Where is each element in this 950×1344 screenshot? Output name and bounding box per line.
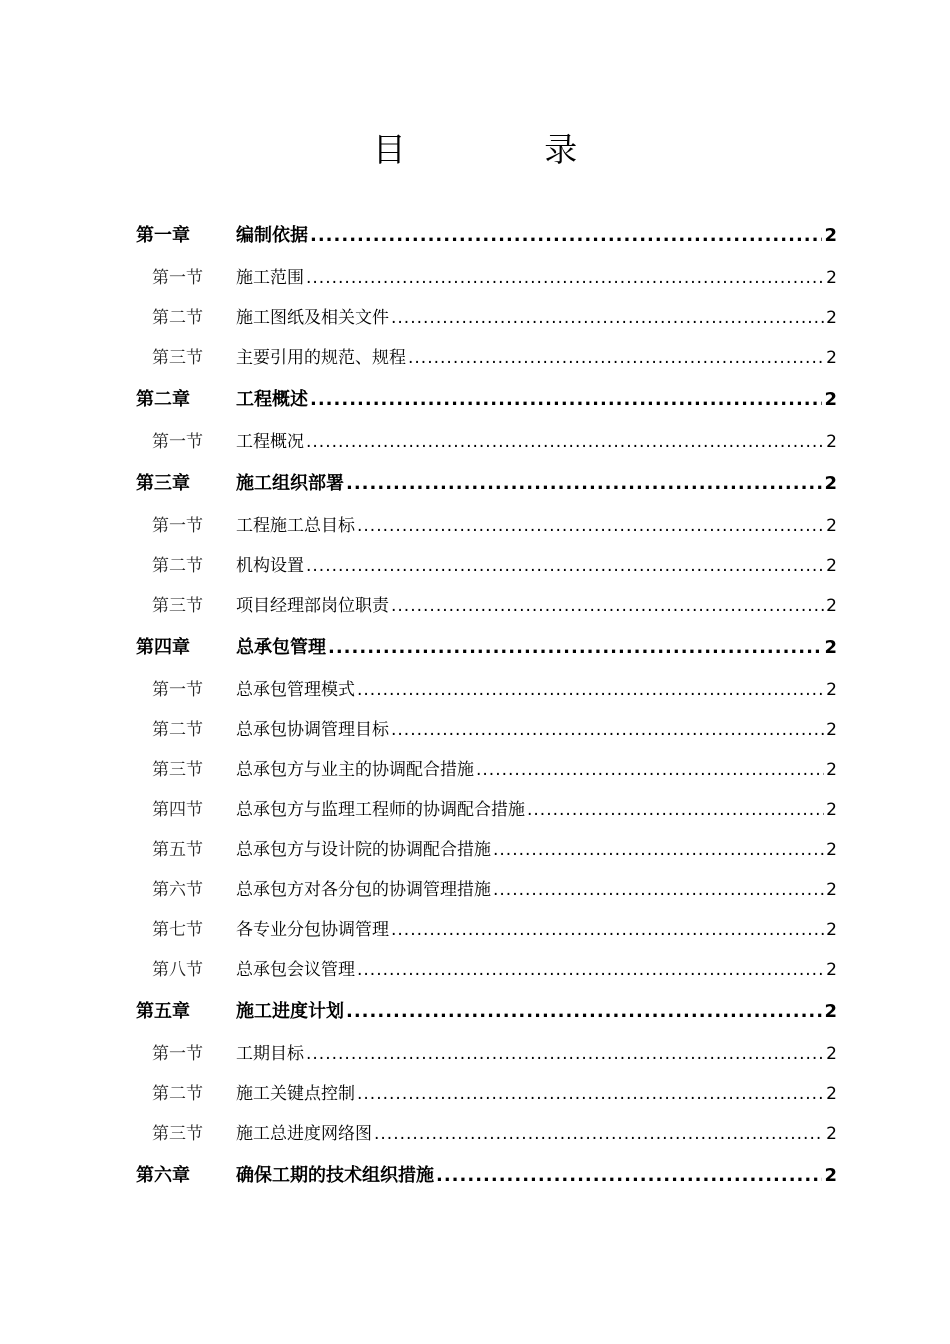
toc-entry-number: 第一节	[152, 516, 203, 536]
toc-entry-number: 第五节	[152, 840, 203, 860]
toc-title: 目 录	[372, 130, 642, 169]
toc-page-number: 2	[826, 432, 837, 452]
toc-entry-number: 第三章	[136, 473, 190, 494]
toc-section-entry[interactable]	[136, 790, 837, 830]
toc-entry-number: 第二章	[136, 389, 190, 410]
toc-section-entry[interactable]	[136, 670, 837, 710]
toc-entry-number: 第四章	[136, 637, 190, 658]
toc-dot-leader	[306, 422, 824, 462]
toc-section-entry[interactable]	[136, 1114, 837, 1154]
toc-entry-number: 第六节	[152, 880, 203, 900]
toc-section-entry[interactable]	[136, 910, 837, 950]
toc-entry-title: 施工范围	[236, 268, 304, 288]
toc-entry-title: 总承包会议管理	[236, 960, 355, 980]
toc-entry-title: 工期目标	[236, 1044, 304, 1064]
toc-section-entry[interactable]	[136, 422, 837, 462]
toc-dot-leader	[391, 910, 824, 950]
toc-page-number: 2	[824, 473, 837, 494]
toc-page-number: 2	[826, 840, 837, 860]
toc-dot-leader	[346, 462, 822, 506]
toc-page-number: 2	[826, 800, 837, 820]
toc-entry-number: 第三节	[152, 760, 203, 780]
toc-entry-title: 主要引用的规范、规程	[236, 348, 406, 368]
toc-page-number: 2	[826, 596, 837, 616]
toc-section-entry[interactable]	[136, 950, 837, 990]
toc-section-entry[interactable]	[136, 546, 837, 586]
toc-entry-number: 第一节	[152, 1044, 203, 1064]
toc-entry-title: 施工组织部署	[236, 473, 344, 494]
toc-chapter-entry[interactable]	[136, 626, 837, 670]
toc-entry-title: 总承包管理	[236, 637, 326, 658]
toc-section-entry[interactable]	[136, 710, 837, 750]
toc-dot-leader	[391, 298, 824, 338]
toc-entry-title: 确保工期的技术组织措施	[236, 1165, 434, 1186]
toc-page-number: 2	[826, 556, 837, 576]
toc-page-number: 2	[826, 880, 837, 900]
toc-page-number: 2	[824, 1001, 837, 1022]
toc-dot-leader	[357, 1074, 824, 1114]
toc-page-number: 2	[826, 680, 837, 700]
toc-section-entry[interactable]	[136, 1034, 837, 1074]
toc-dot-leader	[357, 670, 824, 710]
toc-entry-title: 总承包方对各分包的协调管理措施	[236, 880, 491, 900]
toc-entry-title: 施工图纸及相关文件	[236, 308, 389, 328]
toc-page-number: 2	[826, 268, 837, 288]
toc-section-entry[interactable]	[136, 830, 837, 870]
toc-section-entry[interactable]	[136, 750, 837, 790]
toc-entry-title: 编制依据	[236, 225, 308, 246]
toc-page-number: 2	[826, 920, 837, 940]
toc-dot-leader	[374, 1114, 824, 1154]
toc-entry-number: 第三节	[152, 1124, 203, 1144]
toc-chapter-entry[interactable]	[136, 378, 837, 422]
toc-page-number: 2	[824, 1165, 837, 1186]
toc-entry-number: 第二节	[152, 720, 203, 740]
toc-entry-number: 第四节	[152, 800, 203, 820]
toc-entry-title: 项目经理部岗位职责	[236, 596, 389, 616]
toc-section-entry[interactable]	[136, 870, 837, 910]
toc-page-number: 2	[826, 760, 837, 780]
toc-entry-number: 第三节	[152, 348, 203, 368]
toc-dot-leader	[493, 830, 824, 870]
toc-entry-title: 机构设置	[236, 556, 304, 576]
toc-entry-number: 第一节	[152, 680, 203, 700]
toc-dot-leader	[310, 378, 822, 422]
toc-entry-title: 总承包方与业主的协调配合措施	[236, 760, 474, 780]
toc-page-number: 2	[826, 308, 837, 328]
toc-entry-number: 第三节	[152, 596, 203, 616]
toc-dot-leader	[310, 214, 822, 258]
toc-section-entry[interactable]	[136, 338, 837, 378]
toc-section-entry[interactable]	[136, 258, 837, 298]
toc-page-number: 2	[824, 389, 837, 410]
toc-page-number: 2	[826, 1044, 837, 1064]
toc-dot-leader	[408, 338, 824, 378]
toc-dot-leader	[328, 626, 822, 670]
toc-dot-leader	[306, 258, 824, 298]
toc-page-number: 2	[826, 348, 837, 368]
toc-entry-title: 工程施工总目标	[236, 516, 355, 536]
toc-entry-title: 总承包方与设计院的协调配合措施	[236, 840, 491, 860]
toc-page-number: 2	[826, 960, 837, 980]
toc-dot-leader	[306, 1034, 824, 1074]
toc-entry-number: 第七节	[152, 920, 203, 940]
toc-entry-title: 各专业分包协调管理	[236, 920, 389, 940]
toc-entry-title: 工程概述	[236, 389, 308, 410]
toc-entry-number: 第二节	[152, 1084, 203, 1104]
toc-chapter-entry[interactable]	[136, 462, 837, 506]
toc-dot-leader	[357, 506, 824, 546]
toc-page-number: 2	[826, 1124, 837, 1144]
toc-page-number: 2	[826, 516, 837, 536]
toc-chapter-entry[interactable]	[136, 1154, 837, 1198]
toc-section-entry[interactable]	[136, 1074, 837, 1114]
toc-entry-title: 总承包管理模式	[236, 680, 355, 700]
toc-entry-title: 总承包方与监理工程师的协调配合措施	[236, 800, 525, 820]
toc-dot-leader	[346, 990, 822, 1034]
toc-dot-leader	[391, 710, 824, 750]
toc-entry-number: 第六章	[136, 1165, 190, 1186]
toc-dot-leader	[306, 546, 824, 586]
toc-entry-number: 第二节	[152, 308, 203, 328]
toc-dot-leader	[391, 586, 824, 626]
toc-chapter-entry[interactable]	[136, 990, 837, 1034]
toc-dot-leader	[476, 750, 824, 790]
toc-entry-number: 第一节	[152, 432, 203, 452]
toc-entry-title: 工程概况	[236, 432, 304, 452]
toc-section-entry[interactable]	[136, 586, 837, 626]
toc-section-entry[interactable]	[136, 298, 837, 338]
toc-dot-leader	[527, 790, 824, 830]
toc-dot-leader	[436, 1154, 822, 1198]
toc-chapter-entry[interactable]	[136, 214, 837, 258]
toc-dot-leader	[493, 870, 824, 910]
toc-list	[136, 214, 837, 1198]
toc-page-number: 2	[824, 225, 837, 246]
toc-entry-number: 第五章	[136, 1001, 190, 1022]
toc-section-entry[interactable]	[136, 506, 837, 546]
toc-page-number: 2	[826, 1084, 837, 1104]
toc-dot-leader	[357, 950, 824, 990]
toc-entry-number: 第一章	[136, 225, 190, 246]
toc-page-number: 2	[826, 720, 837, 740]
toc-entry-number: 第八节	[152, 960, 203, 980]
toc-entry-title: 施工进度计划	[236, 1001, 344, 1022]
toc-entry-title: 总承包协调管理目标	[236, 720, 389, 740]
toc-entry-title: 施工总进度网络图	[236, 1124, 372, 1144]
toc-entry-number: 第二节	[152, 556, 203, 576]
toc-entry-title: 施工关键点控制	[236, 1084, 355, 1104]
toc-entry-number: 第一节	[152, 268, 203, 288]
toc-page-number: 2	[824, 637, 837, 658]
